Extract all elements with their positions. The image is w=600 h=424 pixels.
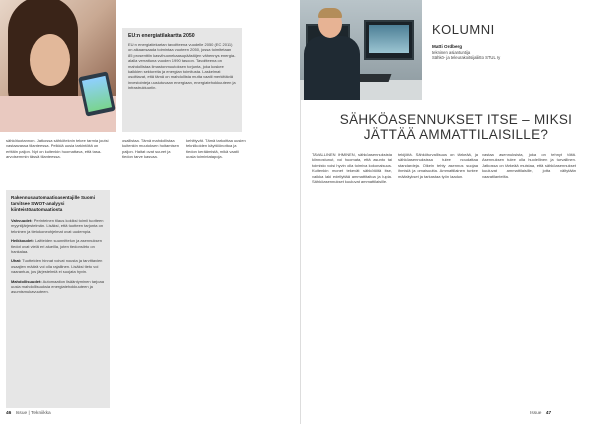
right-column-3 — [482, 152, 576, 182]
left-column-1-text — [6, 138, 110, 163]
eu-energy-roadmap-box — [122, 28, 242, 132]
right-col2-paragraph: tekijöitä. Sähköturvallisuus on tärkeää, ja sähköasennuksissa tulee noudattaa standardeja. Oikein tehty asennus suojaa ihmisiä ja omaisuutta. Ammattilainen tuntee määräykset ja tarkastaa työn laadun. — [398, 152, 478, 179]
author-role: tekninen asiantuntija — [432, 49, 471, 55]
swot-strengths: Vahvuudet: Perinteinen tilaus kokiksi toimii tuotteen myyntijärjestelmän. Lisäksi, että tuotteen tarjonta on tekninen ja tietokoneohjelmat ovat uudempia. — [11, 218, 104, 234]
swot-threats: Uhat: Tuotteiden hinnat voivat nousta ja tarvittavien osaajien määrä voi olla rajallinen. Lisäksi tieto voi vaarantua, jos järjestelmiä ei suojata hyvin. — [11, 258, 103, 275]
swot-box — [6, 190, 110, 408]
swot-opportunities: Mahdollisuudet: Automaation lisääntyminen tarjoaa uusia mahdollisuuksia energiatehokkuuteen ja asumismukavuuteen. — [11, 278, 104, 295]
right-col3-paragraph: vastaa asennuksista, joka on tehnyt töitä. Asennuksen tulee olla huolellinen ja turvallinen. Jatkossa on tärkeää muistaa, että sähköasennukset kuuluvat ammattilaisille, jotta vältytään vaaratilanteilta. — [482, 152, 576, 179]
left-footer-mag: Issue — [15, 411, 28, 416]
left-footer-section: Tekniikka — [30, 411, 51, 416]
left-column-3-text — [186, 138, 246, 163]
info-box-text: EU:n energiatiekartan tavoitteena vuodelle 2050 (EC 2011) on aikaansaada toimintaa vuoteen 2050, jossa toimitetaan 85 prosenttiin kasvihuonekaasupäästöjen vähennys energia-alalla verrattuna vuoden 1990 tasoon. Tavoitteena on mahdollistaa ilmastonmuutoksen torjunta, joka koskee kaikkien sektoreita ja energian toimitusta. Laskelmat osoittavat, että tämä on mahdollista mutta vaatii merkittäviä investointeja uusiutuvaan energiaan, energiatehokkuuteen ja infrastruktuuriin. — [128, 42, 236, 91]
right-column-2 — [398, 152, 478, 182]
right-col1-paragraph: TAVALLINEN IHMINEN, sähköasennuksista kiinnostunut, voi huomata, että asunto tai toimisto voisi hyvin olla toimiva kokonaisuus. Kuitenkin monet tekevät sähkötöitä itse, vaikka laki edellyttää ammattitaitoa ja lupia. Sähköasennukset kuuluvat ammattilaisille. — [312, 152, 392, 185]
swot-title: Rakennusautomaatioasentajille Suomi tarvitsee SWOT-analyysi kiinteistöautomaatiosta — [11, 195, 95, 212]
column-title: KOLUMNI — [432, 22, 495, 37]
left-col1-paragraph: sähkötuotannon. Jatkossa sähköteknin tekee tarmia joutsi vastaavassa tilanteessa. Pelkkiä uusia tarkintöitä on erittäin paljon. Nyt on kuitenkin huomattava, että tasa-arvoisemmin tässä tilanteessa. — [6, 138, 109, 160]
left-col2-paragraph: osallistaa. Tämä mahdollistaa kuitenkin muutoksen hoitamisen paljon. Haitat ovat suuret ja tiedon tarve kasvaa. — [122, 138, 179, 160]
right-page-footer — [530, 411, 551, 416]
left-page-number: 46 — [6, 411, 12, 416]
author-info — [432, 44, 582, 61]
left-col3-paragraph: kehittyvät. Tämä tarkoittaa uusien tekniikoiden käyttöönottoa ja tiedon keräämistä, mikä vaatii uusia toimintatapoja. — [186, 138, 246, 160]
swot-weaknesses: Heikkoudet: Laitteiden suunnittelun ja asennuksen tiedot ovat vielä eri alueilla, joten tiedonsiirto on hankalaa. — [11, 238, 102, 255]
man-at-computer-photo — [300, 0, 422, 100]
article-headline: SÄHKÖASENNUKSET ITSE – MIKSI JÄTTÄÄ AMMATTILAISILLE? — [339, 112, 573, 142]
author-name: Matti Ordberg — [432, 44, 463, 49]
left-page-footer: 46 Issue | Tekniikka — [6, 411, 51, 416]
right-column-1 — [312, 152, 392, 187]
woman-with-tablet-photo — [0, 0, 116, 132]
info-box-title: EU:n energiatilakartta 2050 — [128, 33, 195, 39]
author-org: Sähkö- ja teleurakoitsijaliitto STUL ry — [432, 55, 501, 61]
right-footer-mag: Issue — [530, 411, 542, 416]
left-column-2-text — [122, 138, 180, 163]
right-page-number: 47 — [545, 411, 552, 416]
